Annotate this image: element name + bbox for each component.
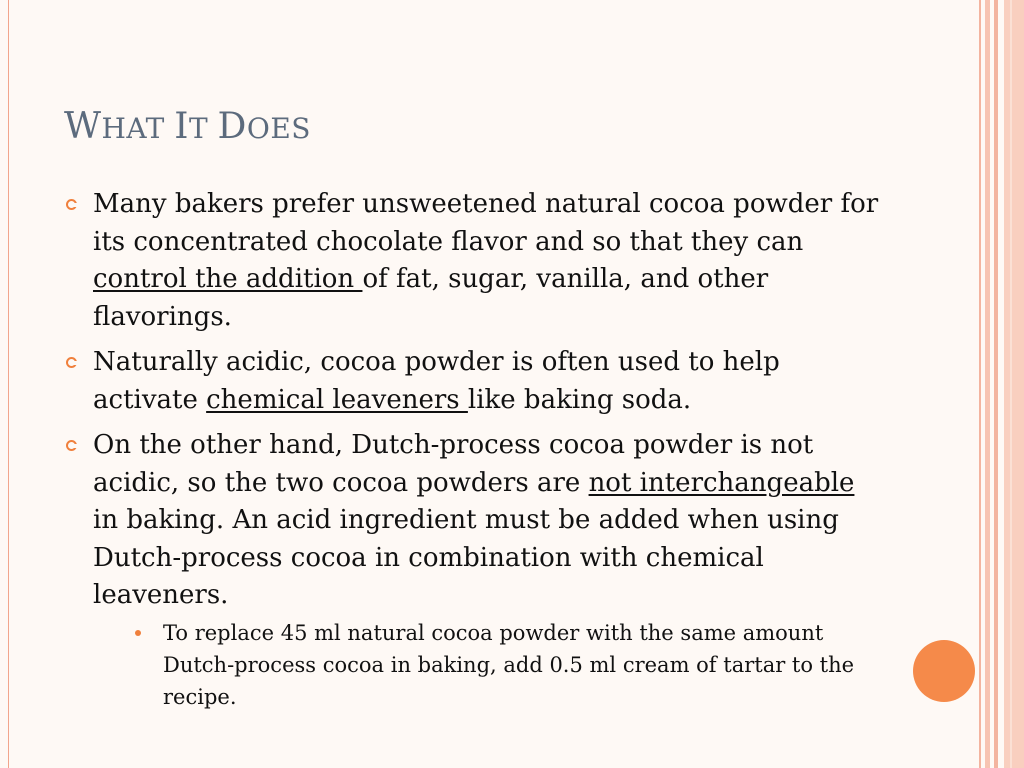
left-border-line: [8, 0, 9, 768]
sub-bullet-item: [135, 617, 884, 713]
sub-bullet-text: To replace 45 ml natural cocoa powder with the same amount Dutch-process cocoa in baking, add 0.5 ml cream of tartar to the recipe.: [163, 620, 855, 709]
bullet-item: [64, 186, 884, 336]
bullet-item: [64, 427, 884, 713]
bullet-text: Naturally acidic, cocoa powder is often used to help activate: [93, 347, 780, 415]
underlined-text: chemical leaveners: [206, 384, 468, 415]
slide-title: [64, 106, 311, 147]
decorative-stripe: [1010, 0, 1012, 768]
bullet-text: On the other hand, Dutch-process cocoa powder is not acidic, so the two cocoa powders are: [93, 430, 814, 498]
title-part: HAT: [101, 112, 175, 145]
bullet-text: like baking soda.: [467, 384, 692, 415]
bullet-ring-icon: [66, 440, 77, 451]
title-letter: D: [217, 106, 247, 147]
decorative-stripe: [994, 0, 998, 768]
title-part: T: [188, 112, 218, 145]
title-part: OES: [246, 112, 311, 145]
decorative-stripe: [985, 0, 990, 768]
slide-body: [64, 186, 884, 721]
bullet-ring-icon: [66, 199, 77, 210]
decorative-stripe: [1004, 0, 1024, 768]
bullet-item: [64, 344, 884, 419]
bullet-dot-icon: [135, 630, 141, 636]
decorative-stripe: [979, 0, 981, 768]
title-letter: I: [174, 106, 189, 147]
bullet-ring-icon: [66, 357, 77, 368]
bullet-text: in baking. An acid ingredient must be added when using Dutch-process cocoa in combination with chemical leaveners.: [93, 505, 839, 610]
title-letter: W: [64, 106, 102, 147]
bullet-text: of fat, sugar, vanilla, and other flavorings.: [93, 264, 769, 332]
underlined-text: control the addition: [93, 264, 363, 294]
underlined-text: not interchangeable: [588, 467, 855, 498]
bullet-text: Many bakers prefer unsweetened natural cocoa powder for its concentrated chocolate flavor and so that they can: [93, 189, 879, 257]
decorative-circle: [913, 640, 975, 702]
